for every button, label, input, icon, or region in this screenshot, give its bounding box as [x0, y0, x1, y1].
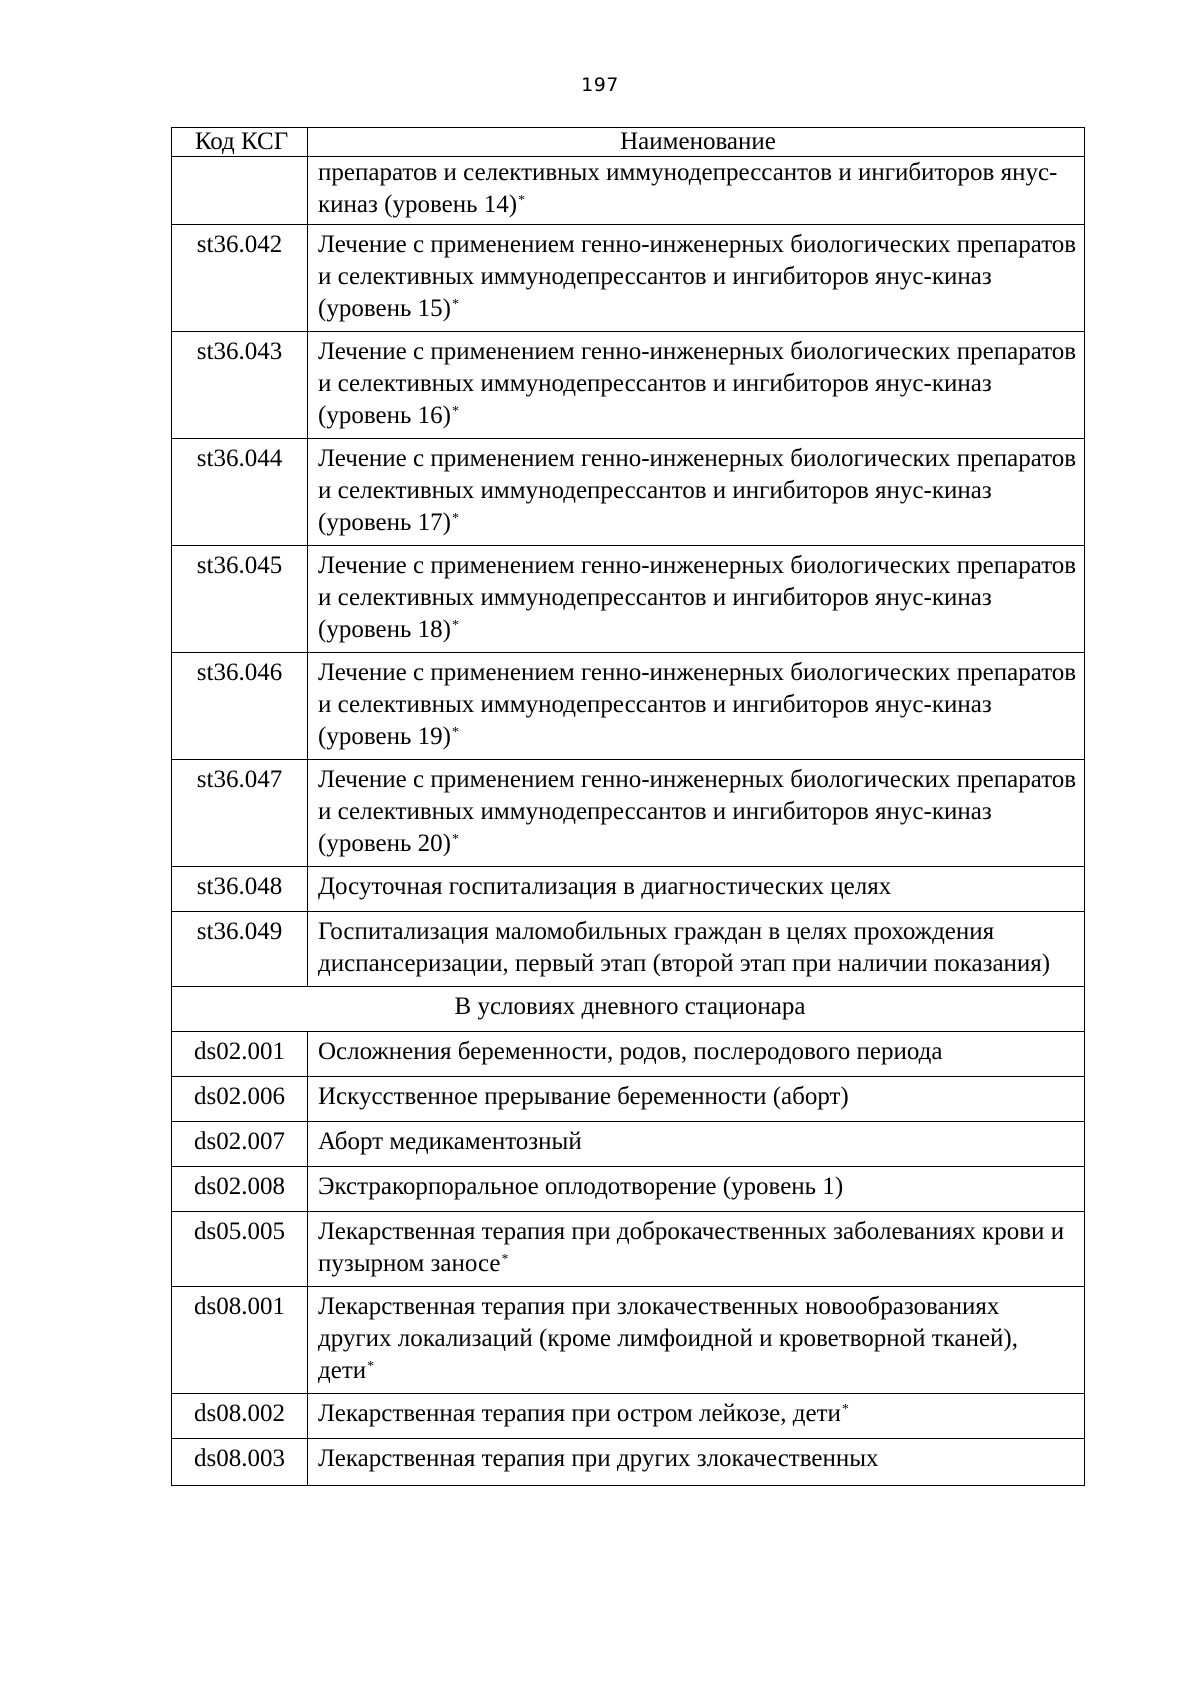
row-name-cell [308, 1077, 1085, 1122]
row-name-cell [308, 1167, 1085, 1212]
row-name: Лечение с применением генно-инженерных биологических препаратов и селективных иммунодепрессантов и ингибиторов янус-киназ (уровень 16) [318, 338, 1077, 429]
row-name: Госпитализация маломобильных граждан в целях прохождения диспансеризации, первый этап (второй этап при наличии показания) [318, 918, 1051, 977]
footnote-mark: * [518, 193, 526, 208]
table-row [172, 332, 1085, 439]
row-name: Досуточная госпитализация в диагностических целях [318, 873, 892, 900]
header-name: Наименование [308, 128, 1085, 157]
row-code: st36.043 [172, 332, 308, 439]
table-row [172, 653, 1085, 760]
row-name: Лечение с применением генно-инженерных биологических препаратов и селективных иммунодепрессантов и ингибиторов янус-киназ (уровень 18) [318, 552, 1077, 643]
row-name: Лекарственная терапия при злокачественных новообразованиях других локализаций (кроме лимфоидной и кроветворной тканей), дети [318, 1293, 1018, 1384]
row-name-cell [308, 1032, 1085, 1077]
row-code: ds08.002 [172, 1394, 308, 1439]
footnote-mark: * [501, 1252, 509, 1267]
row-name: Осложнения беременности, родов, послеродового периода [318, 1038, 943, 1065]
table-row [172, 1394, 1085, 1439]
row-name-cell [308, 1439, 1085, 1486]
table-row [172, 439, 1085, 546]
table-row [172, 912, 1085, 987]
header-code: Код КСГ [172, 128, 308, 157]
table-row [172, 1032, 1085, 1077]
row-name: Экстракорпоральное оплодотворение (уровень 1) [318, 1173, 844, 1200]
section-title: В условиях дневного стационара [172, 987, 1085, 1032]
row-name-cell [308, 1394, 1085, 1439]
table-row [172, 1439, 1085, 1486]
footnote-mark: * [451, 297, 459, 312]
table-row-continuation [172, 157, 1085, 225]
row-name-cell [308, 546, 1085, 653]
footnote-mark: * [451, 725, 459, 740]
table-row [172, 867, 1085, 912]
row-code: st36.042 [172, 225, 308, 332]
table-header-row [172, 128, 1085, 157]
table-row [172, 1122, 1085, 1167]
row-name: Лечение с применением генно-инженерных биологических препаратов и селективных иммунодепрессантов и ингибиторов янус-киназ (уровень 15) [318, 231, 1077, 322]
row-code: ds05.005 [172, 1212, 308, 1287]
table-row [172, 225, 1085, 332]
footnote-mark: * [451, 404, 459, 419]
row-code: st36.046 [172, 653, 308, 760]
row-code: st36.045 [172, 546, 308, 653]
row-code: st36.049 [172, 912, 308, 987]
row-code: st36.047 [172, 760, 308, 867]
row-name-cell [308, 1122, 1085, 1167]
row-name-cell [308, 1287, 1085, 1394]
row-code: st36.044 [172, 439, 308, 546]
table-row [172, 546, 1085, 653]
row-name: Искусственное прерывание беременности (аборт) [318, 1083, 849, 1110]
row-name: Лечение с применением генно-инженерных биологических препаратов и селективных иммунодепрессантов и ингибиторов янус-киназ (уровень 17) [318, 445, 1077, 536]
table-row [172, 760, 1085, 867]
row-code: ds02.007 [172, 1122, 308, 1167]
row-name: Аборт медикаментозный [318, 1128, 582, 1155]
row-name: Лекарственная терапия при других злокачественных [318, 1445, 879, 1472]
footnote-mark: * [451, 511, 459, 526]
row-name-cell [308, 225, 1085, 332]
table-row [172, 1077, 1085, 1122]
row-code: ds02.001 [172, 1032, 308, 1077]
row-name: Лекарственная терапия при остром лейкозе, дети [318, 1400, 841, 1427]
row-code: ds08.003 [172, 1439, 308, 1486]
row-code: ds02.008 [172, 1167, 308, 1212]
row-name-cell [308, 912, 1085, 987]
row-name-cell [308, 439, 1085, 546]
row-name: Лекарственная терапия при доброкачественных заболеваниях крови и пузырном заносе [318, 1218, 1065, 1277]
ksg-table [171, 127, 1085, 1486]
page-number: 197 [581, 74, 619, 96]
row-name-cell [308, 1212, 1085, 1287]
footnote-mark: * [451, 618, 459, 633]
row-name: Лечение с применением генно-инженерных биологических препаратов и селективных иммунодепрессантов и ингибиторов янус-киназ (уровень 19) [318, 659, 1077, 750]
row-code [172, 157, 308, 225]
footnote-mark: * [367, 1359, 375, 1374]
row-name-cell [308, 867, 1085, 912]
row-name: Лечение с применением генно-инженерных биологических препаратов и селективных иммунодепрессантов и ингибиторов янус-киназ (уровень 20) [318, 766, 1077, 857]
row-code: st36.048 [172, 867, 308, 912]
row-code: ds02.006 [172, 1077, 308, 1122]
row-name: препаратов и селективных иммунодепрессантов и ингибиторов янус-киназ (уровень 14) [318, 159, 1058, 218]
row-code: ds08.001 [172, 1287, 308, 1394]
row-name-cell [308, 760, 1085, 867]
footnote-mark: * [451, 832, 459, 847]
footnote-mark: * [841, 1402, 849, 1417]
table-row [172, 1167, 1085, 1212]
row-name-cell [308, 332, 1085, 439]
row-name-cell [308, 157, 1085, 225]
section-row [172, 987, 1085, 1032]
table-row [172, 1212, 1085, 1287]
table-row [172, 1287, 1085, 1394]
row-name-cell [308, 653, 1085, 760]
